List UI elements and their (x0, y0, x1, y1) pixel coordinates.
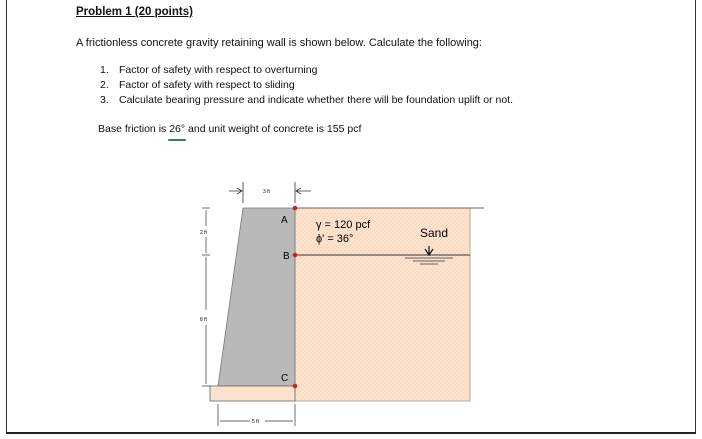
concrete-wall (218, 208, 295, 386)
point-c-marker (293, 384, 298, 389)
task-item: 3. Calculate bearing pressure and indicate whether there will be foundation uplift or not. (100, 94, 513, 106)
friction-angle-label: ϕ' = 36° (316, 233, 354, 245)
upper-height-label: 2 ft (200, 230, 207, 236)
point-a-marker (293, 206, 298, 211)
top-width-label: 3 ft (263, 189, 270, 195)
task-item: 2. Factor of safety with respect to sliding (100, 79, 295, 91)
base-width-label: 5 ft (252, 419, 259, 425)
unit-weight-label: γ = 120 pcf (316, 219, 371, 231)
point-a-label: A (281, 215, 288, 226)
point-c-label: C (281, 373, 289, 384)
soil-type-label: Sand (420, 226, 449, 240)
given-data-note: Base friction is 26° and unit weight of concrete is 155 pcf (98, 123, 362, 135)
point-b-label: B (283, 251, 290, 262)
problem-title: Problem 1 (20 points) (76, 6, 193, 18)
friction-angle-value: 26° (169, 123, 186, 135)
wall-footing (210, 386, 295, 401)
lower-height-label: 8 ft (200, 317, 207, 323)
problem-intro: A frictionless concrete gravity retaining wall is shown below. Calculate the following: (76, 37, 482, 49)
task-item: 1. Factor of safety with respect to overturning (100, 64, 318, 76)
point-b-marker (293, 253, 298, 258)
